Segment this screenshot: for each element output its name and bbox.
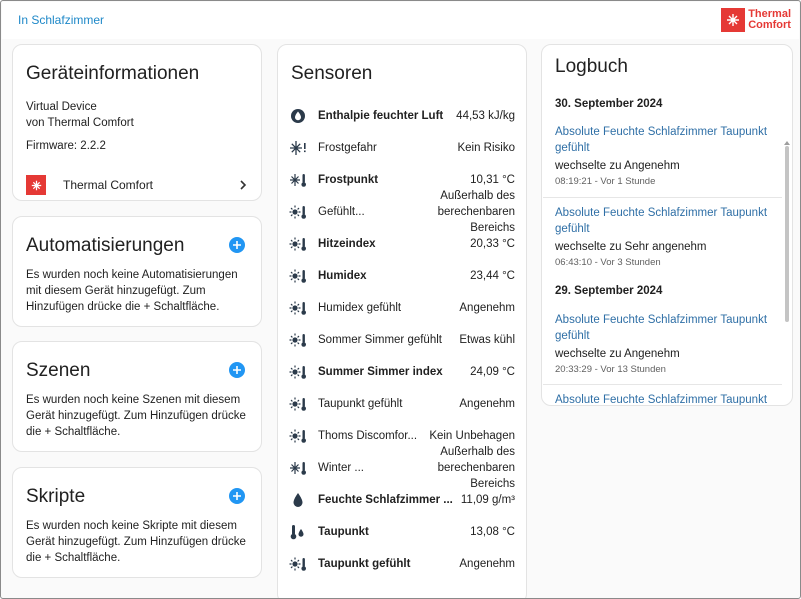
scenes-title: Szenen — [26, 360, 91, 381]
log-message: wechselte zu Angenehm — [555, 348, 680, 360]
sensor-name: Frostpunkt — [318, 174, 379, 186]
automations-card — [12, 216, 262, 327]
device-manufacturer: von Thermal Comfort — [26, 117, 134, 129]
sensor-value: Etwas kühl — [459, 334, 515, 346]
water-drop-circle-icon — [289, 107, 307, 125]
sensor-value: Angenehm — [459, 558, 515, 570]
automations-empty-text: Es wurden noch keine Automatisierungen mit diesem Gerät hinzugefügt. Zum Hinzufügen drücke die + Schaltfläche. — [26, 269, 238, 313]
plus-icon — [232, 491, 242, 501]
scripts-empty-text: Es wurden noch keine Skripte mit diesem Gerät hinzugefügt. Zum Hinzufügen drücke die + Schaltfläche. — [26, 520, 246, 564]
log-entry — [555, 124, 770, 187]
device-info-card — [12, 44, 262, 201]
sensor-value: Angenehm — [459, 302, 515, 314]
thermometer-water-icon — [289, 523, 307, 541]
sensor-row[interactable] — [289, 357, 515, 387]
sun-thermometer-icon — [289, 556, 307, 572]
sensor-name: Feuchte Schlafzimmer ... — [318, 494, 453, 506]
sensor-name: Hitzeindex — [318, 238, 376, 250]
log-time: 20:33:29 - Vor 13 Stunden — [555, 364, 666, 375]
sun-thermometer-icon — [289, 364, 307, 380]
brand-line2: Comfort — [748, 19, 791, 31]
thermal-comfort-logo-icon — [721, 8, 745, 32]
snowflake-thermometer-icon — [289, 172, 307, 188]
sensor-name: Thoms Discomfor... — [318, 430, 418, 442]
sensor-name: Sommer Simmer gefühlt — [318, 334, 442, 346]
scripts-title: Skripte — [26, 486, 86, 507]
sun-thermometer-icon — [289, 396, 307, 412]
sun-thermometer-icon — [289, 236, 307, 252]
add-scene-button[interactable] — [229, 362, 245, 378]
sensor-name: Frostgefahr — [318, 142, 377, 154]
sun-thermometer-icon — [289, 427, 307, 445]
sensor-row[interactable] — [289, 261, 515, 291]
chevron-right-icon — [238, 179, 248, 191]
sensor-row[interactable] — [289, 229, 515, 259]
sun-thermometer-icon — [289, 331, 307, 349]
sensor-value: Angenehm — [459, 398, 515, 410]
automations-title: Automatisierungen — [26, 235, 185, 256]
sun-thermometer-icon — [289, 395, 307, 413]
sensor-name: Taupunkt — [318, 526, 369, 538]
sun-thermometer-icon — [289, 235, 307, 253]
breadcrumb-link[interactable]: In Schlafzimmer — [18, 13, 105, 27]
sensor-value: Außerhalb des berechenbaren Bereichs — [437, 446, 515, 490]
sensor-row[interactable] — [289, 101, 515, 131]
log-entry — [555, 392, 770, 406]
brand-text — [748, 9, 791, 31]
sensors-card — [277, 44, 527, 599]
snowflake-thermometer-icon — [289, 171, 307, 189]
sensor-name: Summer Simmer index — [318, 366, 443, 378]
sensor-name: Humidex gefühlt — [318, 302, 402, 314]
log-entry — [555, 312, 770, 375]
log-time: 06:43:10 - Vor 3 Stunden — [555, 257, 661, 268]
integration-name: Thermal Comfort — [63, 178, 154, 192]
add-script-button[interactable] — [229, 488, 245, 504]
sensor-value: Außerhalb des berechenbaren Bereichs — [437, 190, 515, 234]
logbook-scrollbar[interactable] — [784, 140, 790, 406]
sensor-row[interactable] — [289, 190, 515, 234]
sensor-name: Humidex — [318, 270, 367, 282]
sensor-value: Kein Unbehagen — [429, 430, 515, 442]
sensor-row[interactable] — [289, 133, 515, 163]
thermometer-water-icon — [289, 524, 307, 540]
snowflake-alert-icon — [289, 139, 307, 157]
sensor-value: 24,09 °C — [470, 366, 515, 378]
water-drop-icon — [292, 492, 304, 508]
sensor-row[interactable] — [289, 446, 515, 490]
sensor-value: 11,09 g/m³ — [460, 494, 515, 506]
top-bar — [2, 2, 799, 39]
sun-thermometer-icon — [289, 204, 307, 220]
sensor-value: Kein Risiko — [457, 142, 515, 154]
sensor-row[interactable] — [289, 293, 515, 323]
log-entry — [555, 205, 770, 268]
scenes-empty-text: Es wurden noch keine Szenen mit diesem Gerät hinzugefügt. Zum Hinzufügen drücke die + Schaltfläche. — [26, 394, 246, 438]
log-message: wechselte zu Angenehm — [555, 160, 680, 172]
sun-thermometer-icon — [289, 299, 307, 317]
brand-line1: Thermal — [748, 8, 791, 20]
snowflake-alert-icon — [289, 140, 307, 156]
sun-thermometer-icon — [289, 428, 307, 444]
sensor-value: 20,33 °C — [470, 238, 515, 250]
sensors-title: Sensoren — [291, 63, 373, 84]
logbook-card — [541, 44, 793, 406]
add-automation-button[interactable] — [229, 237, 245, 253]
thermal-comfort-logo-icon — [26, 175, 46, 195]
sun-thermometer-icon — [289, 268, 307, 284]
sensor-row[interactable] — [289, 485, 515, 515]
device-info-title: Geräteinformationen — [26, 63, 200, 84]
log-entity-link[interactable]: Absolute Feuchte Schlafzimmer Taupunkt — [555, 394, 768, 406]
sun-thermometer-icon — [289, 555, 307, 573]
sensor-value: 10,31 °C — [470, 174, 515, 186]
snowflake-thermometer-icon — [289, 459, 307, 477]
sensor-value: 13,08 °C — [470, 526, 515, 538]
sun-thermometer-icon — [289, 267, 307, 285]
water-drop-circle-icon — [290, 108, 306, 124]
log-message: wechselte zu Sehr angenehm — [555, 241, 707, 253]
device-model: Virtual Device — [26, 101, 97, 113]
sensor-row[interactable] — [289, 389, 515, 419]
integration-row[interactable] — [26, 174, 248, 196]
sensor-name: Taupunkt gefühlt — [318, 398, 403, 410]
scrollbar-thumb[interactable] — [785, 146, 789, 322]
log-entity-link[interactable]: Absolute Feuchte Schlafzimmer Taupunkt gefühlt — [555, 207, 768, 235]
divider — [543, 384, 782, 385]
sensor-row[interactable] — [289, 325, 515, 355]
sensor-name: Taupunkt gefühlt — [318, 558, 411, 570]
water-drop-icon — [289, 491, 307, 509]
log-entity-link[interactable]: Absolute Feuchte Schlafzimmer Taupunkt gefühlt — [555, 314, 768, 342]
scroll-up-icon — [784, 140, 790, 145]
divider — [543, 197, 782, 198]
scenes-card — [12, 341, 262, 452]
sun-thermometer-icon — [289, 203, 307, 221]
sensor-name: Enthalpie feuchter Luft — [318, 110, 444, 122]
sensor-name: Winter ... — [318, 462, 365, 474]
device-firmware: Firmware: 2.2.2 — [26, 140, 106, 152]
log-date-heading: 29. September 2024 — [555, 285, 663, 297]
sensor-value: 23,44 °C — [470, 270, 515, 282]
sun-thermometer-icon — [289, 300, 307, 316]
sensor-name: Gefühlt... — [318, 206, 365, 218]
scripts-card — [12, 467, 262, 578]
logbook-title: Logbuch — [555, 56, 628, 77]
snowflake-thermometer-icon — [289, 460, 307, 476]
plus-icon — [232, 240, 242, 250]
log-time: 08:19:21 - Vor 1 Stunde — [555, 176, 656, 187]
sun-thermometer-icon — [289, 363, 307, 381]
sensor-row[interactable] — [289, 517, 515, 547]
log-entity-link[interactable]: Absolute Feuchte Schlafzimmer Taupunkt gefühlt — [555, 126, 768, 154]
sun-thermometer-icon — [289, 332, 307, 348]
plus-icon — [232, 365, 242, 375]
sensor-value: 44,53 kJ/kg — [456, 110, 515, 122]
sensor-row[interactable] — [289, 549, 515, 579]
log-date-heading: 30. September 2024 — [555, 98, 663, 110]
brand — [721, 8, 791, 32]
